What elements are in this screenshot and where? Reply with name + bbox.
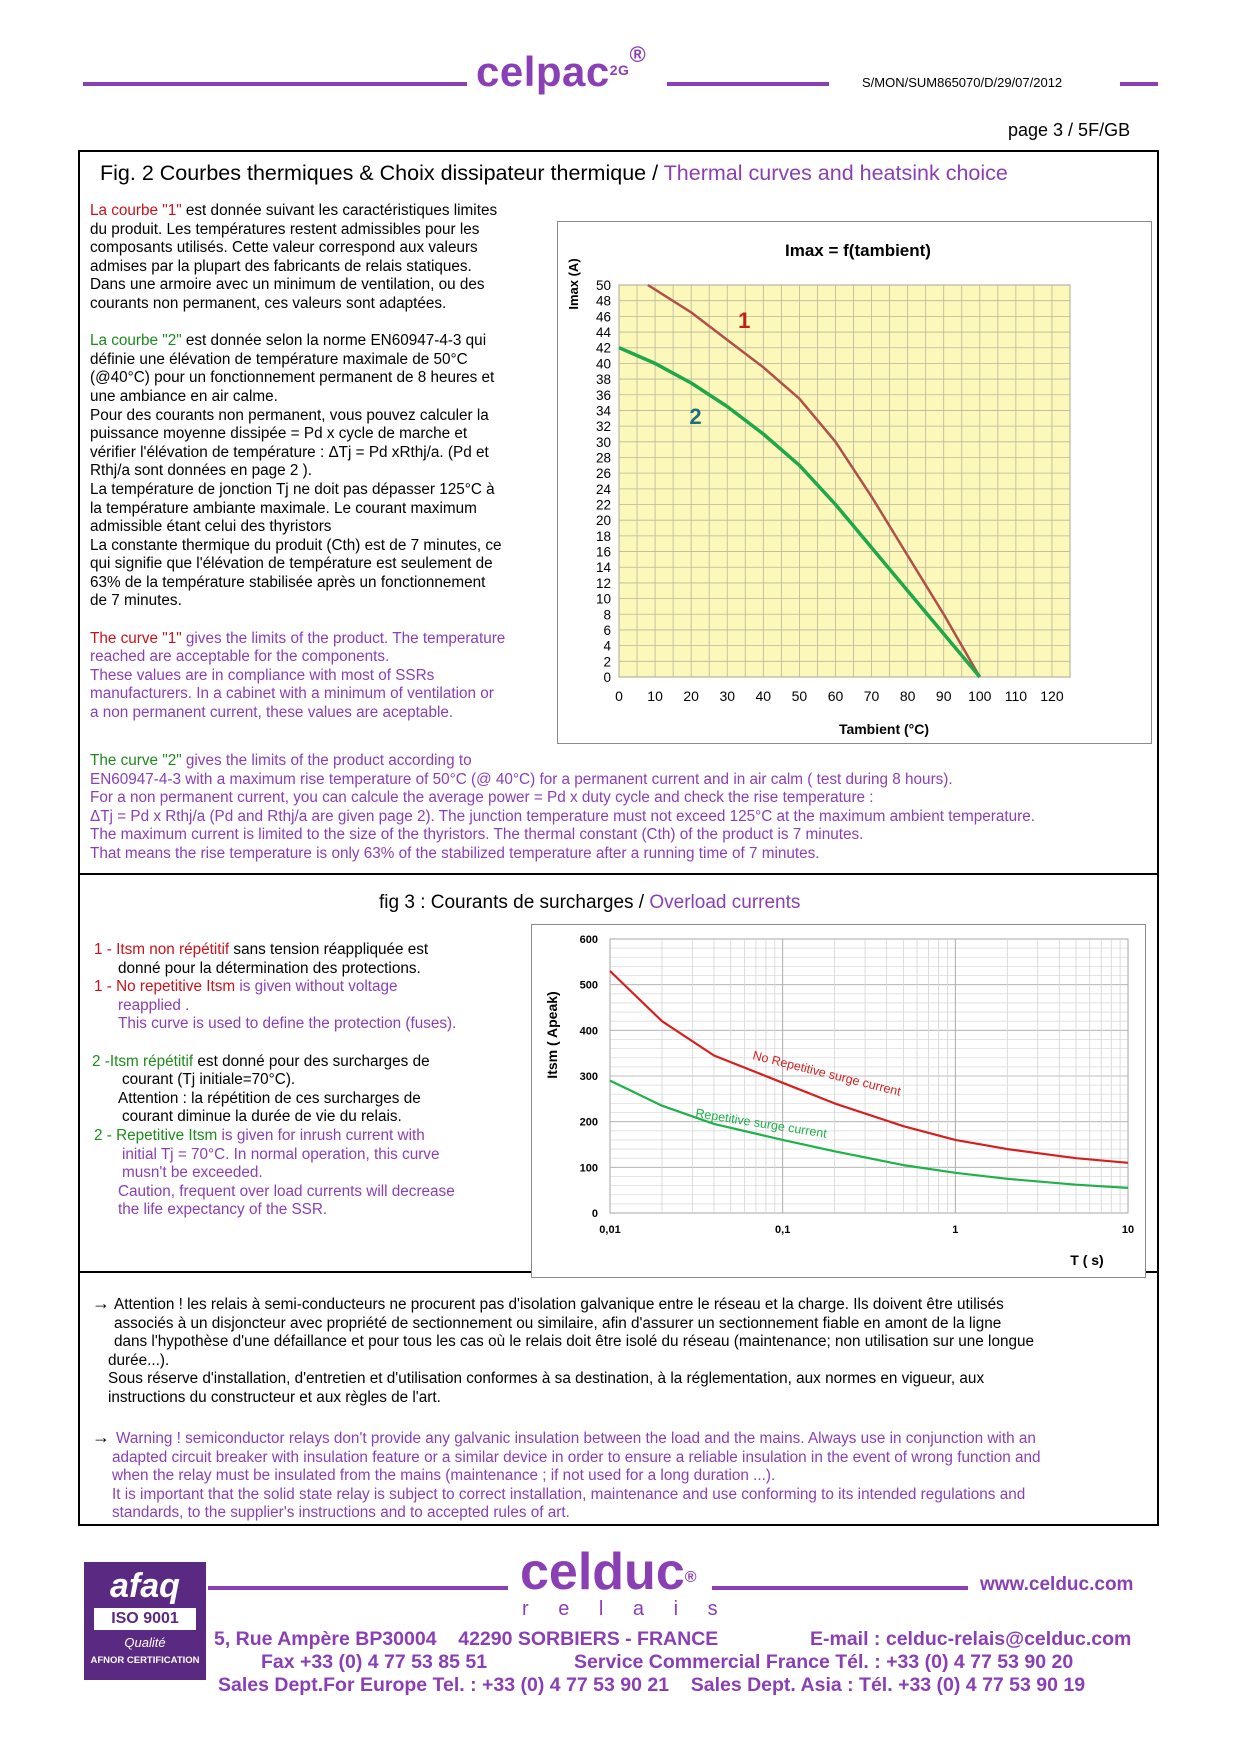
fig2-p1-line: composants utilisés. Cette valeur correspond aux valeurs [90, 239, 478, 257]
fig2-p2-line: Rthj/a sont données en page 2 ). [90, 462, 312, 480]
thermal-chart-xtick: 60 [827, 688, 844, 704]
fig2-p2-line: La constante thermique du produit (Cth) est de 7 minutes, ce [90, 536, 502, 554]
warning-fr-line: associés à un disjoncteur avec propriété de sectionnement ou similaire, afin d'assurer un sectionnement fiable en amont de la ligne [114, 1314, 1002, 1332]
fig2-p2-line: la température ambiante maximale. Le courant maximum [90, 499, 477, 517]
afaq-iso: ISO 9001 [94, 1608, 196, 1630]
thermal-chart-ytick: 30 [595, 434, 611, 450]
fig2-e2-line: For a non permanent current, you can calcule the average power = Pd x duty cycle and check the rise temperature : [90, 789, 874, 807]
fig2-text-fr [90, 202, 550, 723]
fig3-item2-l2: courant (Tj initiale=70°C). [122, 1071, 296, 1089]
fig2-spacer-2 [90, 611, 550, 630]
thermal-chart-grid [619, 285, 1070, 677]
thermal-chart-ytick: 32 [595, 419, 611, 435]
overload-chart-xtick: 0,1 [775, 1224, 791, 1236]
fig2-e1-lines [90, 648, 550, 722]
fig3-item1-rest: sans tension réappliquée est [229, 941, 429, 958]
fig2-p2-line: 63% de la température stabilisée après un fonctionnement [90, 573, 486, 591]
fig2-p2-line: de 7 minutes. [90, 592, 182, 610]
fig2-p2-lead: La courbe "2" [90, 332, 182, 350]
fig2-e2-line: EN60947-4-3 with a maximum rise temperature of 50°C (@ 40°C) for a permanent current and in air calm ( test during 8 hours). [90, 770, 953, 788]
fig3-item1e-l2: reapplied . [118, 996, 190, 1014]
fig3-text [94, 941, 524, 1220]
fig3-item1-lead: Itsm non répétitif [116, 941, 230, 958]
overload-chart-ytick: 100 [579, 1162, 598, 1175]
fig3-item1e-num: 1 - [94, 978, 112, 996]
overload-chart-ytick: 0 [591, 1208, 598, 1220]
fig3-item2-l3: Attention : la répétition de ces surcharges de [118, 1089, 421, 1107]
footer-address: 5, Rue Ampère BP30004 42290 SORBIERS - FRANCE [214, 1628, 719, 1650]
thermal-chart-xtick: 100 [968, 688, 992, 704]
thermal-chart-ytick: 16 [595, 544, 611, 560]
warning-fr-line: durée...). [108, 1351, 170, 1369]
thermal-chart-ytick: 10 [595, 591, 611, 607]
overload-chart-xtick: 10 [1121, 1224, 1135, 1236]
fig3-item2e-l4: Caution, frequent over load currents will decrease [118, 1182, 455, 1200]
footer-brand-name: celduc [520, 1543, 685, 1601]
thermal-chart-xtick: 80 [899, 688, 916, 704]
fig3-item1-l2: donné pour la détermination des protections. [118, 959, 421, 977]
fig2-p1-rest: est donnée suivant les caractéristiques limites [181, 202, 498, 219]
thermal-chart-ytick: 36 [595, 387, 611, 403]
thermal-chart-box [557, 221, 1152, 744]
fig3-item2-rest: est donné pour des surcharges de [193, 1052, 430, 1070]
fig2-p2-line: qui signifie que l'élévation de température est seulement de [90, 555, 493, 573]
warning-en-line: Warning ! semiconductor relays don't provide any galvanic insulation between the load and the mains. Always use in conjunction with an [116, 1430, 1036, 1447]
header-rule-right [1120, 82, 1158, 86]
fig2-title [100, 161, 1008, 186]
warning-en-line: adapted circuit breaker with insulation feature or a similar device in order to ensure a reliable insulation in the event of wrong function and [112, 1448, 1041, 1466]
overload-chart-ytick: 200 [579, 1116, 598, 1129]
thermal-chart-ytick: 12 [595, 575, 611, 591]
footer-service-france: Service Commercial France Tél. : +33 (0) 4 77 53 90 20 [574, 1651, 1074, 1673]
warning-en-line: standards, to the supplier's instructions and to accepted rules of art. [112, 1504, 570, 1522]
thermal-chart-xtick: 70 [863, 688, 880, 704]
fig2-title-sep: / [646, 161, 664, 185]
footer-rule-right [712, 1586, 968, 1590]
overload-chart-ytick: 600 [579, 934, 598, 946]
fig3-item2e [94, 1127, 524, 1146]
fig2-p2-line: admissible étant celui des thyristors [90, 518, 332, 536]
thermal-chart-ytick: 26 [595, 466, 611, 482]
thermal-chart-ytick: 48 [595, 293, 611, 309]
fig3-item2-l4: courant diminue la durée de vie du relais. [122, 1108, 402, 1126]
thermal-chart-ytick: 14 [595, 560, 611, 576]
fig2-e1-line: a non permanent current, these values are aceptable. [90, 704, 454, 722]
fig3-item1e [94, 978, 524, 997]
thermal-chart-ytick: 8 [603, 607, 611, 623]
fig2-p1-line: du produit. Les températures restent admissibles pour les [90, 220, 480, 238]
warning-en-line: It is important that the solid state relay is subject to correct installation, maintenance and use conforming to its intended regulations and [112, 1485, 1026, 1503]
fig3-title-fr: fig 3 : Courants de surcharges [379, 892, 634, 913]
footer-brand-reg: ® [684, 1569, 697, 1586]
fig2-p1-line: admises par la plupart des fabricants de relais statiques. [90, 257, 472, 275]
thermal-chart-xtick: 40 [755, 688, 772, 704]
warning-fr-arrow: → [92, 1293, 110, 1313]
header-brand-name: celpac [476, 48, 610, 95]
fig2-p2-lines [90, 351, 550, 611]
footer-fax: Fax +33 (0) 4 77 53 85 51 [261, 1651, 488, 1673]
warning-fr-line: Sous réserve d'installation, d'entretien et d'utilisation conformes à sa destination, à la réglementation, aux normes en vigueur, aux [108, 1370, 985, 1388]
thermal-chart-ytick: 34 [595, 403, 611, 419]
fig2-text-en2 [90, 752, 1150, 864]
fig3-spacer [94, 1034, 524, 1053]
thermal-chart-ytick: 46 [595, 309, 611, 325]
header-rule-left [83, 82, 467, 86]
fig2-p1-lines [90, 221, 550, 314]
fig2-spacer [90, 314, 550, 333]
thermal-chart-xtick: 110 [1004, 688, 1028, 704]
header-ref: S/MON/SUM865070/D/29/07/2012 [862, 75, 1063, 90]
afaq-logo [84, 1562, 206, 1680]
footer-rule-left [208, 1586, 508, 1590]
overload-chart-xtick: 1 [952, 1224, 959, 1236]
footer-email[interactable]: E-mail : celduc-relais@celduc.com [810, 1628, 1132, 1650]
warning-fr-lines [92, 1293, 1152, 1408]
fig2-e2-rest: gives the limits of the product according to [181, 752, 472, 769]
thermal-chart [558, 222, 1151, 743]
fig2-e1-line: These values are in compliance with most of SSRs [90, 666, 435, 684]
warning-en-arrow: → [92, 1427, 110, 1447]
warning-en-lines [92, 1427, 1152, 1523]
fig3-item2e-num: 2 - [94, 1126, 112, 1144]
thermal-chart-title: Imax = f(tambient) [785, 241, 931, 260]
overload-chart-xtick: 0,01 [599, 1224, 621, 1236]
fig2-e2-line: The maximum current is limited to the size of the thyristors. The thermal constant (Cth) of the product is 7 minutes. [90, 826, 864, 844]
warning-en [92, 1427, 1152, 1523]
fig3-item1-num: 1 - [94, 941, 112, 958]
fig2-e1-first [90, 630, 550, 649]
page-number: page 3 / 5F/GB [1008, 120, 1131, 140]
fig3-item2e-l3: musn't be exceeded. [122, 1164, 263, 1182]
thermal-chart-ytick: 28 [595, 450, 611, 466]
header-brand-sup: 2G [609, 62, 630, 78]
footer-relais: r e l a i s [522, 1598, 730, 1620]
fig3-item1e-rest: is given without voltage [235, 978, 398, 996]
afaq-text: afaq [110, 1567, 180, 1605]
overload-chart-ytick: 300 [579, 1071, 598, 1083]
thermal-chart-ytick: 50 [595, 278, 611, 293]
fig2-title-fr: Fig. 2 Courbes thermiques & Choix dissipateur thermique [100, 161, 647, 185]
fig3-item1e-lead: No repetitive Itsm [116, 978, 236, 996]
header-brand-reg: ® [629, 42, 647, 67]
fig2-e1-line: manufacturers. In a cabinet with a minimum of ventilation or [90, 685, 494, 703]
fig2-p2-line: Pour des courants non permanent, vous pouvez calculer la [90, 406, 489, 424]
warning-fr [92, 1293, 1152, 1408]
fig2-e2-line: ΔTj = Pd x Rthj/a (Pd and Rthj/a are given page 2). The junction temperature must not exceed 125°C at the maximum ambient temperature. [90, 807, 1035, 825]
overload-chart-series-label: Repetitive surge current [694, 1106, 828, 1141]
thermal-chart-xtick: 90 [935, 688, 952, 704]
footer-web: www.celduc.com [980, 1574, 1134, 1595]
fig2-p1-first [90, 202, 550, 221]
thermal-chart-xtick: 10 [647, 688, 663, 704]
thermal-chart-ytick: 6 [603, 622, 611, 638]
overload-chart-series-label: No Repetitive surge current [751, 1048, 903, 1099]
fig2-e1-lead: The curve "1" [90, 629, 182, 647]
warning-fr-line: dans l'hypothèse d'une défaillance et pour tous les cas où le relais doit être isolé du réseau (maintenance; non utilisation sur une longue [114, 1333, 1034, 1351]
fig2-e1-rest: gives the limits of the product. The temperature [181, 629, 506, 647]
footer-brand [520, 1545, 697, 1599]
afaq-afnor: AFNOR CERTIFICATION [90, 1655, 200, 1666]
fig2-p1-line: Dans une armoire avec un minimum de ventilation, ou des [90, 276, 485, 294]
header-rule-middle [667, 82, 829, 86]
fig3-item2e-rest: is given for inrush current with [217, 1126, 425, 1144]
fig3-title-en: Overload currents [649, 892, 801, 913]
overload-chart-box [531, 924, 1146, 1278]
warning-en-block [92, 1427, 1152, 1523]
thermal-chart-ytick: 22 [595, 497, 611, 513]
fig2-p2-line: définie une élévation de température maximale de 50°C [90, 350, 468, 368]
fig2-e2-line: That means the rise temperature is only 63% of the stabilized temperature after a running time of 7 minutes. [90, 844, 820, 862]
fig2-e2-first [90, 752, 1150, 771]
thermal-chart-xlabel: Tambient (°C) [838, 721, 930, 737]
fig2-e2-lead: The curve "2" [90, 752, 182, 769]
fig3-item2-num: 2 - [92, 1052, 110, 1070]
thermal-chart-ytick: 24 [595, 481, 611, 497]
fig3-item1 [94, 941, 524, 960]
thermal-chart-ytick: 44 [595, 325, 611, 341]
fig3-item2e-l5: the life expectancy of the SSR. [118, 1201, 328, 1219]
thermal-chart-series-label: 1 [738, 308, 751, 334]
thermal-chart-plot-area [619, 285, 1070, 677]
thermal-chart-xtick: 50 [791, 688, 808, 704]
fig3-item2-lead: Itsm répétitif [109, 1052, 194, 1070]
thermal-chart-ytick: 0 [603, 670, 611, 685]
warning-fr-line: instructions du constructeur et aux règles de l'art. [108, 1388, 441, 1406]
overload-chart-ytick: 400 [579, 1025, 598, 1038]
fig2-p2-line: puissance moyenne dissipée = Pd x cycle de marche et [90, 425, 468, 443]
thermal-chart-ytick: 20 [595, 513, 611, 529]
thermal-chart-ylabel: Imax (A) [566, 258, 581, 310]
fig3-title-sep: / [633, 892, 650, 913]
thermal-chart-ytick: 18 [595, 528, 611, 544]
fig2-p2-line: (@40°C) pour un fonctionnement permanent de 8 heures et [90, 369, 495, 387]
warning-fr-line: Attention ! les relais à semi-conducteurs ne procurent pas d'isolation galvanique entre le réseau et la charge. Ils doivent être utilisés [114, 1296, 1004, 1313]
afaq-qualite: Qualité [124, 1635, 166, 1650]
fig2-p2-line: vérifier l'élévation de température : ΔTj = Pd xRthj/a. (Pd et [90, 443, 489, 461]
overload-chart-ylabel: Itsm ( Apeak) [544, 991, 560, 1079]
header-brand [476, 42, 647, 96]
fig2-p1-lead: La courbe "1" [90, 202, 182, 219]
fig2-p2-line: une ambiance en air calme. [90, 387, 278, 405]
thermal-chart-ytick: 42 [595, 340, 611, 356]
fig3-title [379, 892, 800, 914]
thermal-chart-ytick: 2 [603, 654, 611, 670]
thermal-chart-xtick: 120 [1040, 688, 1064, 704]
thermal-chart-ytick: 4 [603, 638, 611, 654]
thermal-chart-xtick: 0 [615, 688, 623, 704]
warning-fr-block [92, 1293, 1152, 1408]
overload-chart-xlabel: T ( s) [1070, 1252, 1104, 1268]
thermal-chart-xtick: 20 [683, 688, 699, 704]
fig3-item2e-l2: initial Tj = 70°C. In normal operation, this curve [122, 1145, 440, 1163]
fig2-p2-line: La température de jonction Tj ne doit pas dépasser 125°C à [90, 480, 495, 498]
fig2-p2-rest: est donnée selon la norme EN60947-4-3 qui [181, 332, 487, 350]
fig2-p2-first [90, 332, 550, 351]
fig2-p1-line: courants non permanent, ces valeurs sont adaptées. [90, 294, 447, 312]
fig2-title-en: Thermal curves and heatsink choice [663, 161, 1008, 185]
fig2-e2-lines [90, 771, 1150, 864]
overload-chart-ytick: 500 [579, 979, 598, 992]
fig3-item1e-l3: This curve is used to define the protection (fuses). [118, 1015, 457, 1033]
warning-en-line: when the relay must be insulated from the mains (maintenance ; if not used for a long duration ...). [112, 1467, 776, 1485]
fig3-item2e-lead: Repetitive Itsm [116, 1126, 218, 1144]
fig3-item2 [92, 1053, 524, 1072]
overload-chart [532, 925, 1145, 1277]
thermal-chart-series-label: 2 [689, 403, 702, 429]
thermal-chart-xtick: 30 [719, 688, 736, 704]
thermal-chart-ytick: 38 [595, 372, 611, 388]
footer-sales: Sales Dept.For Europe Tel. : +33 (0) 4 77 53 90 21 Sales Dept. Asia : Tél. +33 (0) 4 77 53 90 19 [218, 1674, 1086, 1696]
separator-fig2-fig3 [78, 873, 1159, 875]
fig2-e1-line: reached are acceptable for the components. [90, 648, 390, 666]
thermal-chart-ytick: 40 [595, 356, 611, 372]
